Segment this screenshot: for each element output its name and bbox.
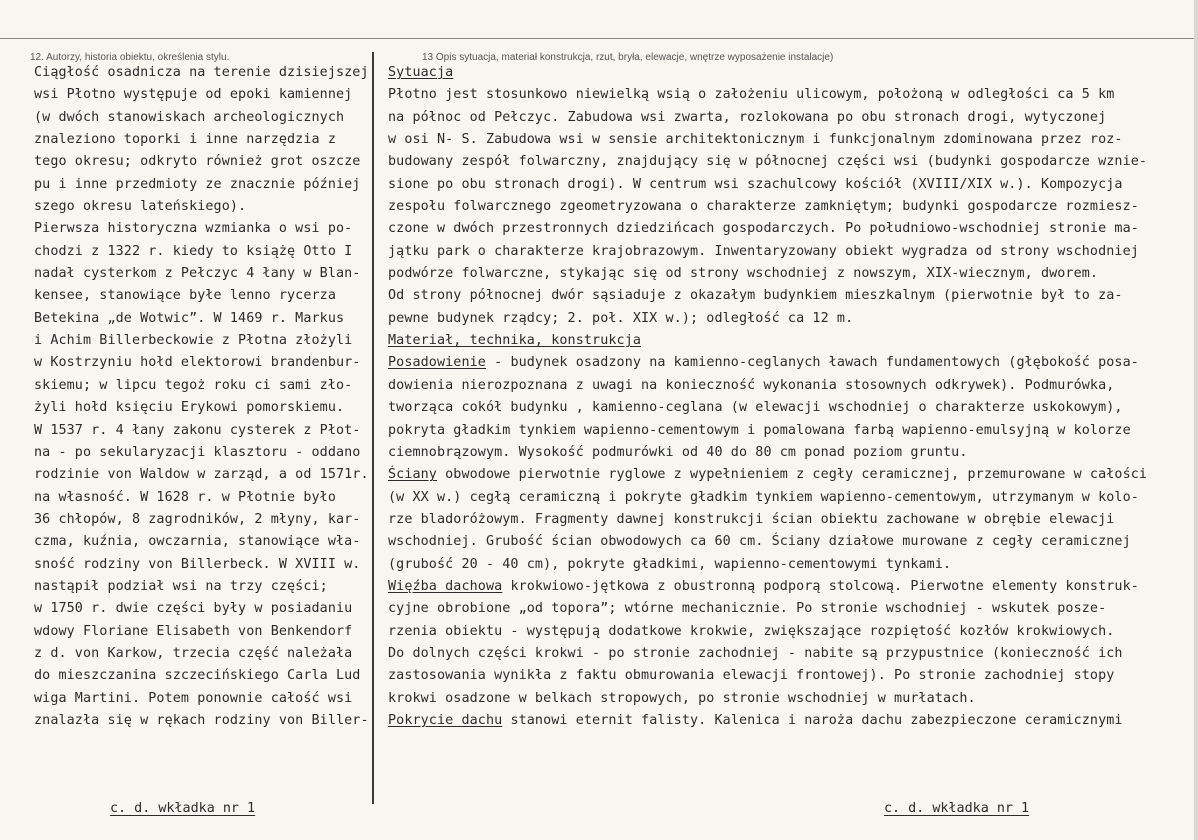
description-text: stanowi eternit falisty. Kalenica i naroża dachu zabezpieczone ceramicznymi bbox=[502, 712, 1123, 728]
description-text-line bbox=[388, 688, 1188, 710]
description-text-line bbox=[388, 196, 1188, 218]
description-text: krokwiowo-jętkowa z obustronną podporą stolcową. Pierwotne elementy konstruk- bbox=[502, 578, 1139, 594]
history-text-line: szego okresu lateńskiego). bbox=[34, 199, 247, 215]
page-edge bbox=[1194, 0, 1198, 840]
description-text: krokwi osadzone w belkach stropowych, po stronie wschodniej w murłatach. bbox=[388, 690, 976, 706]
history-text-line: (w dwóch stanowiskach archeologicznych bbox=[34, 109, 345, 125]
history-text-line: na - po sekularyzacji klasztoru - oddano bbox=[34, 444, 361, 460]
description-text: na północ od Pełczyc. Zabudowa wsi zwarta, rozlokowana po obu stronach drogi, wytyczonej bbox=[388, 109, 1107, 125]
history-text-line: wsi Płotno występuje od epoki kamiennej bbox=[34, 87, 353, 103]
history-text-line: wiga Martini. Potem ponownie całość wsi bbox=[34, 690, 353, 706]
column-divider bbox=[372, 52, 374, 804]
description-text-line bbox=[388, 509, 1188, 531]
description-text-line bbox=[388, 531, 1188, 553]
history-text-line: nadał cysterkom z Pełczyc 4 łany w Blan- bbox=[34, 266, 361, 282]
history-text-line: Ciągłość osadnicza na terenie dzisiejszej bbox=[34, 65, 369, 80]
section-heading: Materiał, technika, konstrukcja bbox=[388, 333, 642, 349]
description-text: tworząca cokół budynku , kamienno-ceglana (w elewacji wschodniej o charakterze uskokowym), bbox=[388, 400, 1123, 416]
history-text-line: skiemu; w lipcu tegoż roku ci sami zło- bbox=[34, 377, 353, 393]
history-text-line: chodzi z 1322 r. kiedy to książę Otto I bbox=[34, 243, 353, 259]
history-text-line: w 1750 r. dwie części były w posiadaniu bbox=[34, 601, 353, 617]
history-text-line: Betekina „de Wotwic”. W 1469 r. Markus bbox=[34, 310, 345, 326]
history-text-line: na własność. W 1628 r. w Płotnie było bbox=[34, 489, 336, 505]
history-text-line: z d. von Karkow, trzecia część należała bbox=[34, 645, 353, 661]
description-text: - budynek osadzony na kamienno-ceglanych ławach fundamentowych (głębokość posa- bbox=[485, 355, 1139, 371]
description-text: rze bladoróżowym. Fragmenty dawnej konstrukcji ścian obiektu zachowane w obrębie elewacji bbox=[388, 511, 1115, 527]
description-text: zespołu folwarcznego zgeometryzowana o charakterze zamkniętym; budynki gospodarcze rozmiesz- bbox=[388, 199, 1139, 215]
history-text-line: pu i inne przedmioty ze znacznie później bbox=[34, 176, 361, 192]
description-text-line bbox=[388, 442, 1188, 464]
description-text: pewne budynek rządcy; 2. poł. XIX w.); odległość ca 12 m. bbox=[388, 310, 854, 326]
description-text-line bbox=[388, 308, 1188, 330]
left-continuation-note: c. d. wkładka nr 1 bbox=[110, 801, 256, 816]
description-text-line bbox=[388, 263, 1188, 285]
description-text-line bbox=[388, 241, 1188, 263]
description-text: wschodniej. Grubość ścian obwodowych ca 60 cm. Ściany działowe murowane z cegły ceramicznej bbox=[388, 534, 1131, 550]
description-text-line bbox=[388, 621, 1188, 643]
section-heading: Sytuacja bbox=[388, 65, 454, 80]
history-text-line: Pierwsza historyczna wzmianka o wsi po- bbox=[34, 221, 353, 237]
description-text-line bbox=[388, 218, 1188, 240]
description-text-line bbox=[388, 330, 1188, 352]
description-text-line bbox=[388, 375, 1188, 397]
description-text-line bbox=[388, 554, 1188, 576]
description-text-line bbox=[388, 665, 1188, 687]
description-column bbox=[388, 62, 1188, 732]
description-text: Płotno jest stosunkowo niewielką wsią o założeniu ulicowym, położoną w odległości ca 5 km bbox=[388, 87, 1115, 103]
section-heading: Posadowienie bbox=[388, 355, 486, 371]
description-text: (w XX w.) cegłą ceramiczną i pokryte gładkim tynkiem wapienno-cementowym, utrzymanym w kolo- bbox=[388, 489, 1139, 505]
left-column-header: 12. Autorzy, historia obiektu, określenia stylu. bbox=[30, 52, 230, 63]
description-text: w osi N- S. Zabudowa wsi w sensie architektonicznym i funkcjonalnym zdominowana przez roz- bbox=[388, 132, 1123, 148]
history-text-line: kensee, stanowiące byłe lenno rycerza bbox=[34, 288, 336, 304]
section-heading: Więźba dachowa bbox=[388, 578, 503, 594]
history-text-line: czma, kuźnia, owczarnia, stanowiące wła- bbox=[34, 534, 361, 550]
description-text-line bbox=[388, 62, 1188, 84]
description-text: pokryta gładkim tynkiem wapienno-cementowym i pomalowana farbą wapienno-emulsyjną w kolorze bbox=[388, 422, 1131, 438]
description-text-line bbox=[388, 576, 1188, 598]
section-heading: Pokrycie dachu bbox=[388, 712, 503, 728]
history-text-line: wdowy Floriane Elisabeth von Benkendorf bbox=[34, 623, 353, 639]
description-text: Od strony północnej dwór sąsiaduje z okazałym budynkiem mieszkalnym (pierwotnie był to za- bbox=[388, 288, 1123, 304]
section-heading: Ściany bbox=[388, 467, 437, 483]
history-text-line: 36 chłopów, 8 zagrodników, 2 młyny, kar- bbox=[34, 511, 361, 527]
history-text-line: sność rodziny von Billerbeck. W XVIII w. bbox=[34, 556, 361, 572]
description-text-line bbox=[388, 487, 1188, 509]
history-text-line: znaleziono toporki i inne narzędzia z bbox=[34, 132, 336, 148]
description-text-line bbox=[388, 285, 1188, 307]
right-column-header: 13 Opis sytuacja, materiał konstrukcja, rzut, bryła, elewacje, wnętrze wyposażenie instalacje) bbox=[422, 52, 834, 63]
history-text-line: rodzinie von Waldow w zarząd, a od 1571r. bbox=[34, 467, 369, 483]
history-text-line: znalazła się w rękach rodziny von Biller- bbox=[34, 712, 369, 728]
history-column bbox=[34, 62, 372, 732]
description-text-line bbox=[388, 420, 1188, 442]
history-text-line: nastąpił podział wsi na trzy części; bbox=[34, 578, 328, 594]
description-text-line bbox=[388, 643, 1188, 665]
description-text: cyjne obrobione „od topora”; wtórne mechanicznie. Po stronie wschodniej - wskutek posze- bbox=[388, 601, 1107, 617]
right-continuation-note: c. d. wkładka nr 1 bbox=[884, 801, 1030, 816]
description-text: sione po obu stronach drogi). W centrum wsi szachulcowy kościół (XVIII/XIX w.). Kompozycja bbox=[388, 176, 1123, 192]
description-text: budowany zespół folwarczny, znajdujący się w północnej części wsi (budynki gospodarcze wznie- bbox=[388, 154, 1148, 170]
description-text: rzenia obiektu - występują dodatkowe krokwie, zwiększające rozpiętość kozłów krokwiowych. bbox=[388, 623, 1115, 639]
history-text-line: tego okresu; odkryto również grot oszcze bbox=[34, 154, 361, 170]
description-text-line bbox=[388, 397, 1188, 419]
description-text-line bbox=[388, 107, 1188, 129]
description-text: jątku park o charakterze krajobrazowym. Inwentaryzowany obiekt wygradza od strony wschodniej bbox=[388, 243, 1139, 259]
description-text: Do dolnych części krokwi - po stronie zachodniej - nabite są przypustnice (konieczność ich bbox=[388, 645, 1123, 661]
description-text-line bbox=[388, 84, 1188, 106]
description-text: (grubość 20 - 40 cm), pokryte gładkimi, wapienno-cementowymi tynkami. bbox=[388, 556, 952, 572]
description-text-line bbox=[388, 129, 1188, 151]
description-text-line bbox=[388, 174, 1188, 196]
history-text-line: i Achim Billerbeckowie z Płotna złożyli bbox=[34, 333, 353, 349]
description-text-line bbox=[388, 598, 1188, 620]
description-text: czone w dwóch przestronnych dziedzińcach gospodarczych. Po południowo-wschodniej stronie ma- bbox=[388, 221, 1139, 237]
description-text-line bbox=[388, 151, 1188, 173]
top-rule bbox=[0, 38, 1198, 39]
description-text: ciemnobrązowym. Wysokość podmurówki od 40 do 80 cm ponad poziom gruntu. bbox=[388, 444, 968, 460]
description-text-line bbox=[388, 710, 1188, 732]
history-text-line: do mieszczanina szczecińskiego Carla Lud bbox=[34, 668, 361, 684]
history-text-line: w Kostrzyniu hołd elektorowi brandenbur- bbox=[34, 355, 361, 371]
description-text-line bbox=[388, 352, 1188, 374]
description-text: zastosowania wynikła z faktu obmurowania elewacji frontowej). Po stronie zachodniej stopy bbox=[388, 668, 1115, 684]
history-text-line: żyli hołd księciu Erykowi pomorskiemu. bbox=[34, 400, 345, 416]
description-text: obwodowe pierwotnie ryglowe z wypełnieniem z cegły ceramicznej, przemurowane w całości bbox=[436, 467, 1148, 483]
history-text-line: W 1537 r. 4 łany zakonu cysterek z Płot- bbox=[34, 422, 361, 438]
description-text: podwórze folwarczne, stykając się od strony wschodniej z nowszym, XIX-wiecznym, dworem. bbox=[388, 266, 1099, 282]
description-text-line bbox=[388, 464, 1188, 486]
description-text: dowienia nierozpoznana z uwagi na konieczność wykonania stosownych odkrywek). Podmurówka, bbox=[388, 377, 1115, 393]
